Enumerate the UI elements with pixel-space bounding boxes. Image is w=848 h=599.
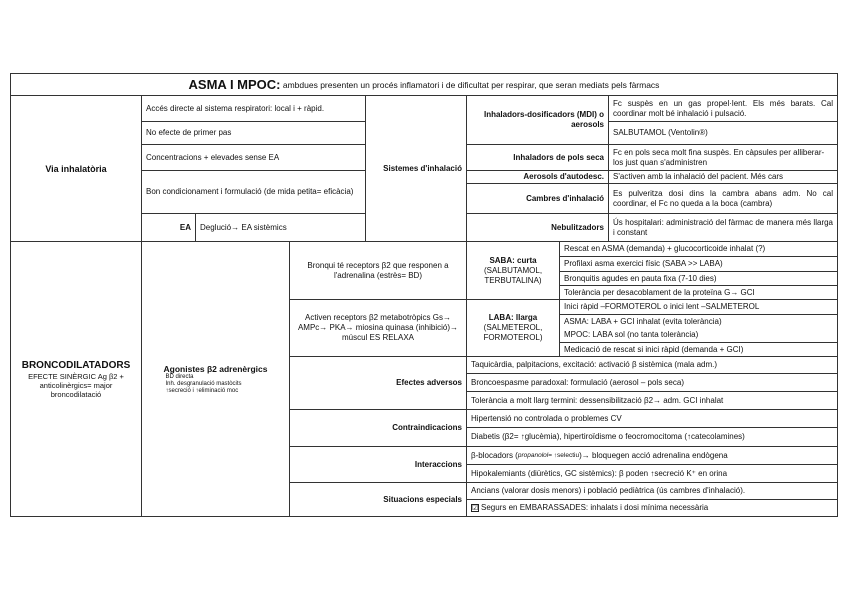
sistema-autodesc-name: Aerosols d'autodesc. [523,172,604,181]
sistema-pols-desc: Fc en pols seca molt fina suspès. En càpsules per alliberar-los just quan s'administren [613,147,825,167]
agonistes-note-3: ↑secreció i ↑eliminació moc [165,387,239,394]
contra-item-1: Hipertensió no controlada o problemes CV [471,413,622,423]
saba-label: SABA: curta [489,255,537,265]
saba-block [467,242,559,299]
saba-drugs: (SALBUTAMOL, TERBUTALINA) [483,265,543,285]
saba-item-3: Bronquitis agudes en pauta fixa (7-10 dies) [564,273,717,283]
via-label: Via inhalatòria [45,163,107,174]
sistema-pols-name: Inhaladors de pols seca [513,152,604,162]
contra-label: Contraindicacions [392,423,462,432]
via-item-1: Accés directe al sistema respiratori: local i + ràpid. [146,103,325,113]
situacions-item-1: Ancians (valorar dosis menors) i població pediàtrica (ús cambres d'inhalació). [471,486,746,495]
interaccions-item-1-mid: = ↑selectiu [548,451,580,459]
via-item-2: No efecte de primer pas [146,128,232,137]
sistema-nebul-name: Nebulitzadors [551,222,604,232]
interaccions-item-2: Hipokalemiants (diürètics, GC sistèmics): β poden ↑secreció K⁺ en orina [471,468,728,478]
interaccions-item-1-pre: β-blocadors ( [471,450,518,460]
efectes-item-3: Tolerància a molt llarg termini: dessensibilització β2→ adm. GCI inhalat [471,395,724,405]
efectes-item-2: Broncoespasme paradoxal: formulació (aerosol – pols seca) [471,377,684,387]
bronco-subtitle: EFECTE SINÈRGIC Ag β2 + anticolinèrgics= major broncodilatació [28,371,124,399]
laba-drugs: (SALMETEROL, FORMOTEROL) [483,323,543,342]
sistema-cambres-name: Cambres d'inhalació [526,193,604,203]
agonistes-block [142,242,289,516]
sistemes-label: Sistemes d'inhalació [383,163,462,173]
sistema-nebul-desc: Ús hospitalari: administració del fàrmac de manera més llarga i constant [613,217,833,237]
contra-item-2: Diabetis (β2= ↑glucèmia), hipertiroïdisme o feocromocitoma (↑catecolamines) [471,432,745,441]
agonistes-title: Agonistes β2 adrenèrgics [163,363,268,374]
situacions-label: Situacions especials [383,494,462,504]
laba-item-1: Inici ràpid –FORMOTEROL o inici lent –SALMETEROL [564,302,760,311]
receptor-text: Bronqui té receptors β2 que responen a l'adrenalina (estrès= BD) [307,260,449,280]
laba-item-2: ASMA: LABA + GCI inhalat (evita tolerància) [564,316,722,326]
via-ea-label: EA [179,222,191,232]
mechanism-text: Activen receptors β2 metabotròpics Gs→ AMPc→ PKA→ miosina quinasa (inhibició)→ múscul ES RELAXA [297,313,459,342]
interaccions-item-1-post: )→ bloquegen acció adrenalina endògena [579,450,728,460]
title-main: ASMA I MPOC: [188,76,281,92]
laba-item-3: MPOC: LABA sol (no tanta tolerància) [564,330,699,339]
sistema-mdi-desc: Fc suspès en un gas propel·lent. Els més barats. Cal coordinar molt bé inhalació i pulsació. [613,98,833,118]
sistema-mdi-drug: SALBUTAMOL (Ventolin®) [613,128,708,137]
title-rest: ambdues presenten un procés inflamatori i de dificultat per respirar, que seran mediats pels fàrmacs [280,79,660,90]
laba-item-4: Medicació de rescat si inici ràpid (demanda + GCI) [564,344,744,354]
bronco-title: BRONCODILATADORS [21,359,131,371]
agonistes-note-1: BD directa [165,373,194,380]
sistema-autodesc-desc: S'activen amb la inhalació del pacient. Més cars [613,172,784,181]
situacions-item-2: Segurs en EMBARASSADES: inhalats i dosi mínima necessària [481,503,709,512]
via-item-4: Bon condicionament i formulació (de mida petita= eficàcia) [146,187,354,196]
efectes-item-1: Taquicàrdia, palpitacions, excitació: activació β sistèmica (mala adm.) [471,360,718,369]
situacions-item-2-row [467,500,837,516]
interaccions-label: Interaccions [414,459,462,469]
sistema-cambres-desc: Es pulveritza dosi dins la cambra abans adm. No cal coordinar, el Fc no queda a la boca (cambra) [613,188,833,208]
laba-label: LABA: llarga [488,313,538,322]
sistema-mdi-name: Inhaladors-dosificadors (MDI) o aerosols [483,110,604,129]
agonistes-note-2: Inh. desgranulació mastòcits [165,380,242,387]
bronco-block [11,242,141,516]
laba-block [467,300,559,356]
via-item-3: Concentracions + elevades sense EA [146,152,280,162]
interaccions-item-1 [467,447,837,464]
saba-item-1: Rescat en ASMA (demanda) + glucocorticoide inhalat (?) [564,244,766,253]
interaccions-item-1-italic: propanolol [517,451,549,459]
saba-item-2: Profilaxi asma exercici físic (SABA >> LABA) [564,259,723,268]
checkbox-icon: ☑ [472,505,479,512]
saba-item-4: Tolerància per desacoblament de la proteïna G→ GCI [564,287,755,297]
via-ea-text: Deglució→ EA sistèmics [200,222,287,232]
efectes-label: Efectes adversos [396,378,462,387]
page-title [11,74,837,95]
